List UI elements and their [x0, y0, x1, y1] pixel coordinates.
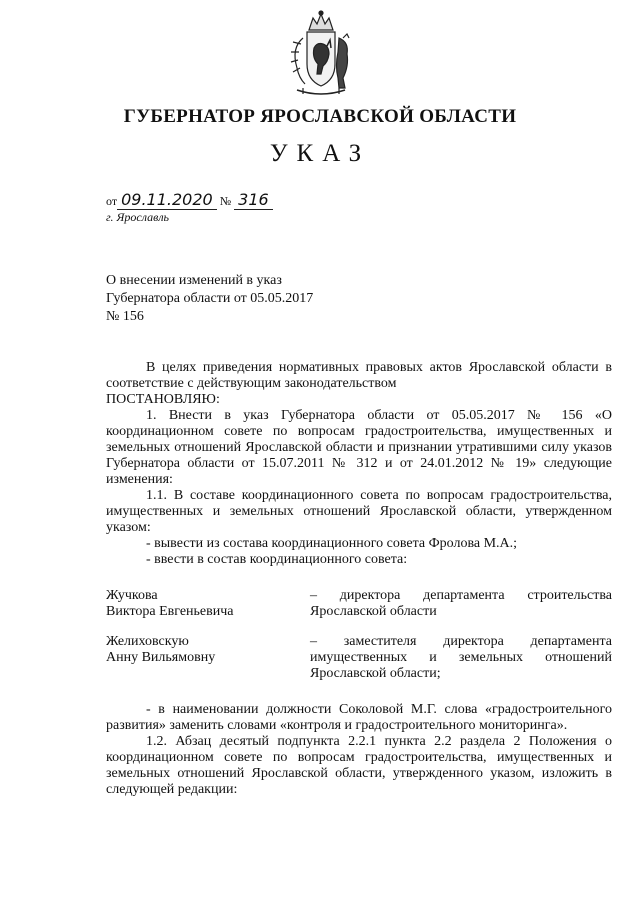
subject-line-1: О внесении изменений в указ	[106, 273, 282, 288]
decree-body	[106, 360, 612, 798]
decree-number: 316	[234, 190, 273, 210]
member-role: – заместителя директора департамента имущественных и земельных отношений Ярославской области;	[310, 634, 612, 681]
member-given-names: Виктора Евгеньевича	[106, 604, 234, 619]
item-1: 1. Внести в указ Губернатора области от 05.05.2017 № 156 «О координационном совете по вопросам градостроительства, имущественных и земельных отношений Ярославской области и признании утратившими силу указов Губернатора области от 15.07.2011 № 312 и от 24.01.2012 № 19» следующие изменения:	[106, 408, 612, 487]
member-surname: Желиховскую	[106, 634, 189, 649]
subject-line-3: № 156	[106, 309, 144, 324]
city: г. Ярославль	[106, 210, 170, 224]
date-number-line	[106, 190, 273, 209]
remove-member: - вывести из состава координационного совета Фролова М.А.;	[146, 536, 518, 551]
member-role: – директора департамента строительства Ярославской области	[310, 588, 612, 619]
member-row	[106, 588, 612, 620]
item-1-1: 1.1. В составе координационного совета по вопросам градостроительства, имущественных и земельных отношений Ярославской области, утвержденном указом:	[106, 488, 612, 535]
add-members: - ввести в состав координационного совета:	[146, 552, 408, 567]
member-row	[106, 634, 612, 682]
issuing-authority: ГУБЕРНАТОР ЯРОСЛАВСКОЙ ОБЛАСТИ	[123, 106, 517, 127]
coat-of-arms-icon	[283, 8, 359, 100]
decree-subject	[106, 272, 366, 326]
decree-word: ПОСТАНОВЛЯЮ:	[106, 392, 220, 407]
preamble: В целях приведения нормативных правовых актов Ярославской области в соответствие с действующим законодательством	[106, 360, 612, 391]
document-type: УКАЗ	[269, 140, 371, 167]
item-1-2: 1.2. Абзац десятый подпункта 2.2.1 пункта 2.2 раздела 2 Положения о координационном совете по вопросам градостроительства, имущественных и земельных отношений Ярославской области, утвержденного указом, изложить в следующей редакции:	[106, 734, 612, 797]
rename-position: - в наименовании должности Соколовой М.Г. слова «градостроительного развития» заменить словами «контроля и градостроительного мониторинга».	[106, 702, 612, 733]
member-given-names: Анну Вильямовну	[106, 650, 216, 665]
decree-date: 09.11.2020	[117, 190, 217, 210]
member-surname: Жучкова	[106, 588, 158, 603]
subject-line-2: Губернатора области от 05.05.2017	[106, 291, 314, 306]
from-prefix: от	[106, 194, 118, 208]
number-prefix: №	[219, 194, 232, 208]
